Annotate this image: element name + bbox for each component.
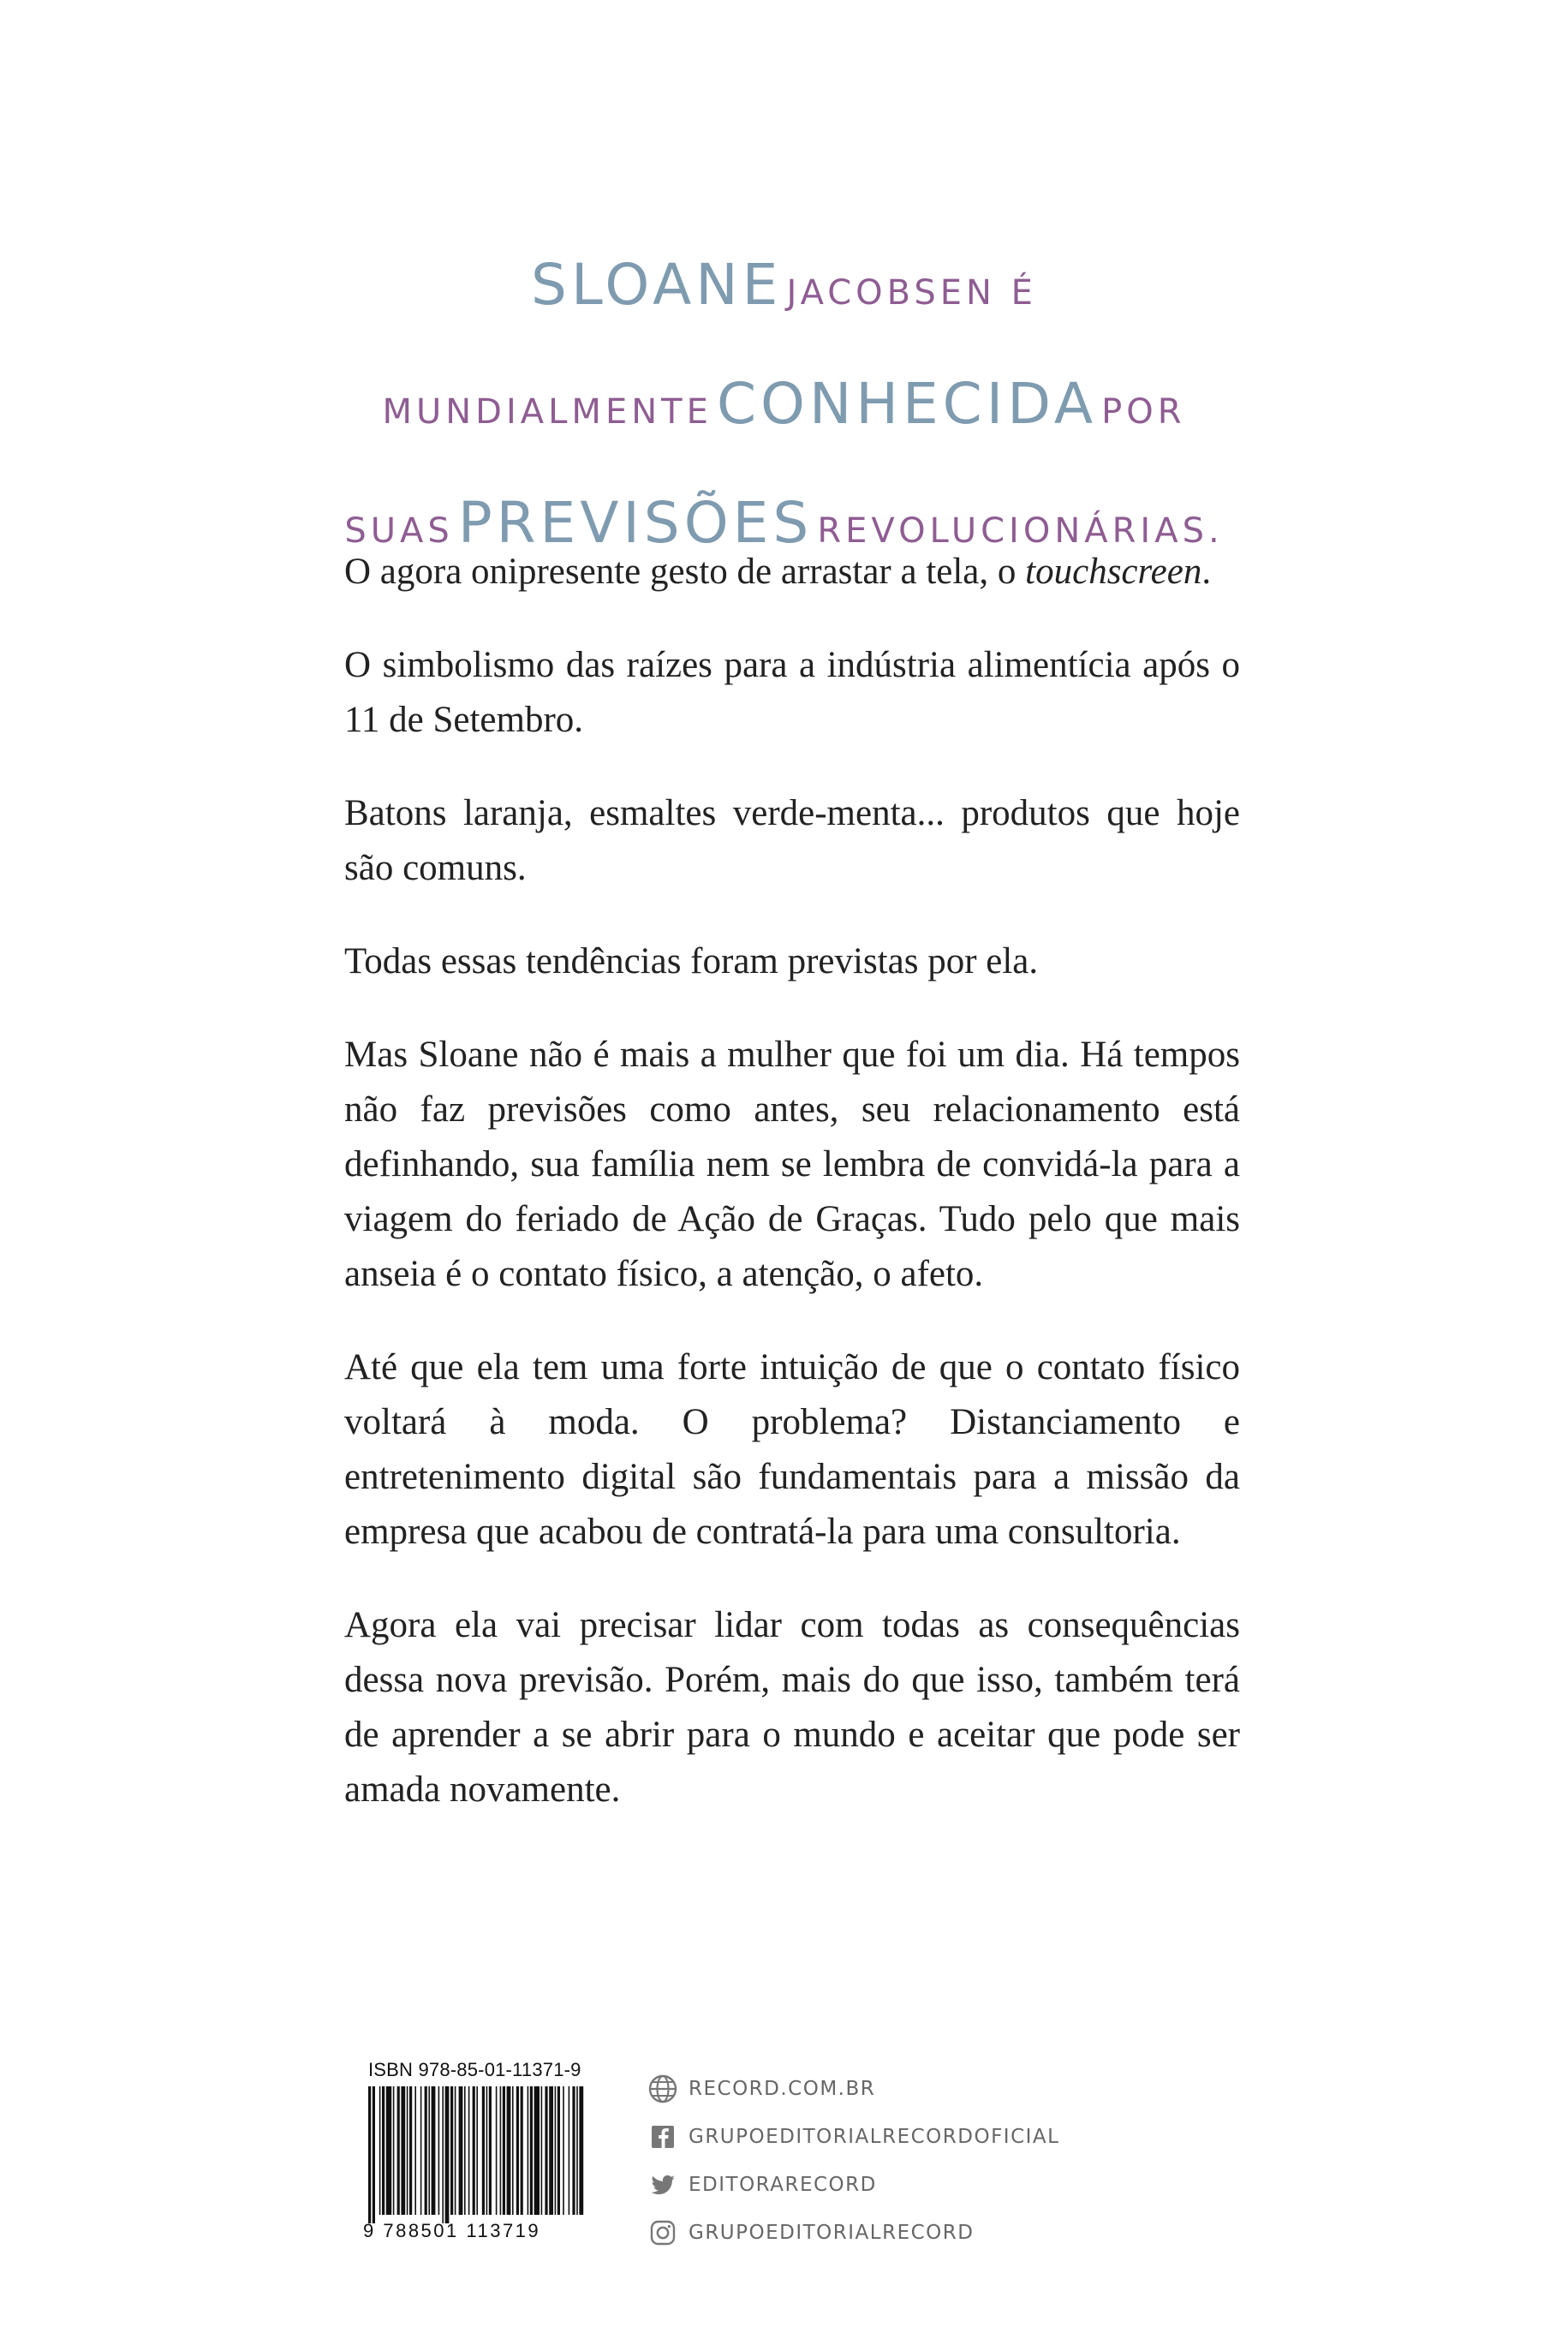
isbn-barcode: [363, 2059, 588, 2245]
barcode-bar: [425, 2086, 427, 2215]
globe-icon: [647, 2073, 678, 2104]
social-twitter[interactable]: [647, 2169, 1161, 2201]
barcode-bars: [363, 2086, 588, 2223]
paragraph-1-text: O agora onipresente gesto de arrastar a tela, o: [344, 552, 1026, 592]
barcode-bar: [557, 2086, 560, 2215]
barcode-bar: [409, 2086, 412, 2215]
barcode-bar: [530, 2086, 533, 2215]
headline-word-suas: SUAS: [344, 511, 454, 551]
barcode-bar: [496, 2086, 498, 2215]
isbn-label: ISBN 978-85-01-11371-9: [368, 2059, 581, 2080]
barcode-bar: [420, 2086, 422, 2215]
barcode-bar: [521, 2086, 523, 2215]
barcode-bar: [545, 2086, 547, 2215]
headline: [257, 233, 1311, 590]
barcode-bar: [438, 2086, 440, 2215]
barcode-bar: [386, 2086, 391, 2215]
barcode-bar: [414, 2086, 416, 2215]
barcode-bar: [503, 2086, 505, 2215]
barcode-bar: [382, 2086, 385, 2215]
barcode-bar: [555, 2086, 557, 2215]
barcode-bar: [486, 2086, 488, 2215]
paragraph-2: O simbolismo das raízes para a indústria alimentícia após o 11 de Setembro.: [344, 645, 1240, 740]
barcode-bar: [432, 2086, 436, 2215]
paragraph-1-italic: touchscreen: [1025, 552, 1202, 592]
barcode-bar: [482, 2086, 485, 2215]
headline-word-por: POR: [1101, 392, 1186, 432]
paragraph-1: [344, 545, 1240, 600]
barcode-bar: [445, 2086, 450, 2223]
paragraph-7: Agora ela vai precisar lidar com todas as consequências dessa nova previsão. Porém, mais do que isso, também terá de aprender a se abrir para o mundo e aceitar que pode ser amada novamente.: [344, 1605, 1240, 1810]
barcode-bar: [572, 2086, 575, 2215]
headline-word-revolucionarias: REVOLUCIONÁRIAS.: [817, 511, 1224, 551]
barcode-bar: [534, 2086, 540, 2215]
social-instagram[interactable]: [647, 2217, 1161, 2249]
headline-word-conhecida: CONHECIDA: [716, 371, 1098, 437]
barcode-bar: [579, 2086, 583, 2215]
paragraph-5: Mas Sloane não é mais a mulher que foi um dia. Há tempos não faz previsões como antes, seu relacionamento está definhando, sua família nem se lembra de convidá-la para a viagem do feriado de Ação de Graças. Tudo pelo que mais anseia é o contato físico, a atenção, o afeto.: [344, 1035, 1240, 1294]
paragraph-4: Todas essas tendências foram previstas por ela.: [344, 941, 1039, 982]
social-twitter-text: EDITORARECORD: [689, 2174, 877, 2196]
barcode-bar: [473, 2086, 475, 2215]
twitter-icon: [647, 2169, 678, 2200]
barcode-bar: [489, 2086, 492, 2215]
barcode-bar: [428, 2086, 430, 2215]
barcode-bar: [528, 2086, 529, 2215]
social-facebook-text: GRUPOEDITORIALRECORDOFICIAL: [689, 2126, 1060, 2148]
barcode-bar: [379, 2086, 381, 2215]
barcode-bar: [464, 2086, 466, 2215]
headline-word-previsoes: PREVISÕES: [457, 490, 814, 556]
paragraph-6: Até que ela tem uma forte intuição de que o contato físico voltará à moda. O problema? Distanciamento e entretenimento digital são fundamentais para a missão da empresa que acabou de contratá-la para uma consultoria.: [344, 1347, 1240, 1552]
social-website-text: RECORD.COM.BR: [689, 2078, 876, 2100]
barcode-digits: 9 788501 113719: [363, 2220, 541, 2241]
barcode-bar: [476, 2086, 478, 2215]
social-facebook[interactable]: [647, 2121, 1161, 2153]
barcode-bar: [397, 2086, 400, 2215]
barcode-bar: [500, 2086, 502, 2215]
barcode-bar: [459, 2086, 463, 2215]
barcode-bar: [373, 2086, 375, 2223]
barcode-bar: [450, 2086, 453, 2215]
barcode-bar: [393, 2086, 395, 2215]
barcode-bar: [455, 2086, 456, 2215]
barcode-bar: [442, 2086, 444, 2223]
headline-word-mundialmente: MUNDIALMENTE: [382, 392, 712, 432]
facebook-icon: [647, 2121, 678, 2152]
instagram-icon: [647, 2217, 678, 2248]
barcode-bar: [516, 2086, 519, 2215]
social-instagram-text: GRUPOEDITORIALRECORD: [689, 2222, 975, 2244]
barcode-bar: [512, 2086, 514, 2215]
barcode-bar: [368, 2086, 371, 2223]
social-links: [647, 2073, 1161, 2264]
barcode-bar: [569, 2086, 570, 2215]
barcode-bar: [541, 2086, 543, 2215]
barcode-bar: [507, 2086, 511, 2215]
barcode-bar: [468, 2086, 470, 2215]
headline-word-sloane: SLOANE: [531, 252, 783, 318]
headline-line-1: [257, 233, 1311, 352]
barcode-bar: [407, 2086, 408, 2215]
synopsis: [344, 545, 1240, 1856]
barcode-bar: [576, 2086, 578, 2215]
social-website[interactable]: [647, 2073, 1161, 2105]
barcode-bar: [563, 2086, 564, 2215]
paragraph-3: Batons laranja, esmaltes verde-menta... produtos que hoje são comuns.: [344, 793, 1240, 888]
barcode-bar: [401, 2086, 405, 2215]
paragraph-1-end: .: [1201, 552, 1212, 592]
headline-line-2: [257, 352, 1311, 471]
headline-word-jacobsen: JACOBSEN É: [786, 273, 1037, 313]
barcode-bar: [549, 2086, 553, 2215]
